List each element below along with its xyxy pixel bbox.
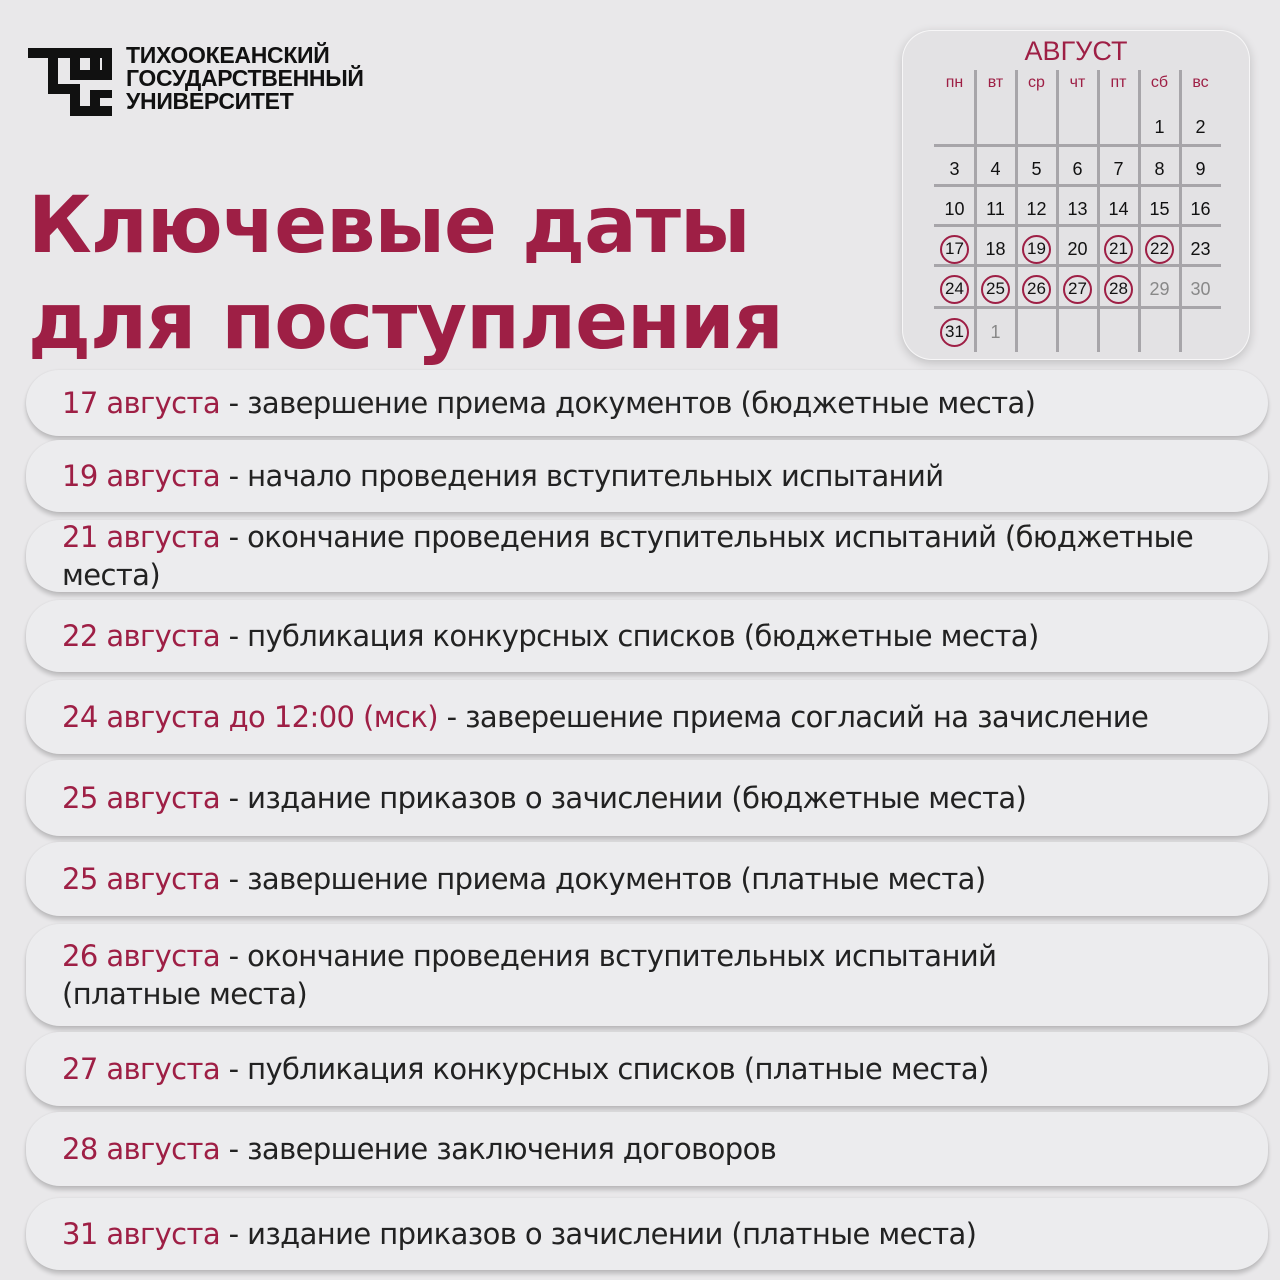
highlighted-day: 25 [981,275,1010,304]
calendar-day [1098,230,1139,268]
calendar-day [1098,150,1139,188]
event-date: 28 августа [62,1132,220,1166]
calendar-month: АВГУСТ [1024,36,1128,66]
day-number: 23 [1190,238,1211,259]
event-description: - публикация конкурсных списков (платные места) [220,1052,989,1086]
highlighted-day: 21 [1104,235,1133,264]
university-emblem-icon [28,44,112,116]
day-number: 9 [1195,158,1206,179]
day-number: 5 [1031,158,1042,179]
event-date: 25 августа [62,862,220,896]
calendar-day [1016,150,1057,188]
day-number: 1 [990,321,1001,342]
event-description: - завершение приема документов (бюджетные места) [220,386,1036,420]
event-description: - публикация конкурсных списков (бюджетные места) [220,619,1039,653]
day-number: 20 [1067,238,1088,259]
calendar-day [1057,230,1098,268]
calendar-day [1016,190,1057,228]
calendar-day [1098,270,1139,308]
event-date: 19 августа [62,459,220,493]
event-description: - заверешение приема согласий на зачисление [437,700,1149,734]
page-title-line2: для поступления [28,277,783,367]
day-number: 12 [1026,198,1047,219]
calendar-weekday: пт [1110,74,1127,91]
key-date-row [26,680,1268,754]
event-date: 24 августа до 12:00 (мск) [62,700,438,734]
highlighted-day: 28 [1104,275,1133,304]
event-date: 22 августа [62,619,220,653]
calendar-day [1180,108,1221,146]
calendar-day [1057,190,1098,228]
event-date: 21 августа [62,520,220,554]
calendar-day [975,312,1016,352]
calendar-day [975,190,1016,228]
day-number: 10 [944,198,965,219]
day-number: 13 [1067,198,1088,219]
calendar-day [1180,190,1221,228]
calendar-day [1139,150,1180,188]
highlighted-day: 24 [940,275,969,304]
university-name-line3: УНИВЕРСИТЕТ [126,88,294,114]
day-number: 30 [1190,278,1211,299]
event-date: 25 августа [62,781,220,815]
event-description: - завершение приема документов (платные места) [220,862,986,896]
event-date: 26 августа [62,939,220,973]
calendar-day [1180,230,1221,268]
calendar-day [1016,270,1057,308]
calendar-day [934,270,975,308]
calendar-day [1139,190,1180,228]
day-number: 11 [986,198,1005,219]
key-date-row [26,924,1268,1026]
key-date-row [26,1112,1268,1186]
calendar-day [1180,270,1221,308]
day-number: 18 [985,238,1006,259]
key-date-row [26,370,1268,436]
day-number: 3 [949,158,960,179]
day-number: 4 [990,158,1001,179]
event-date: 27 августа [62,1052,220,1086]
calendar-day [1139,108,1180,146]
event-description-continued: (платные места) [62,977,308,1011]
key-date-row [26,440,1268,512]
event-description: - окончание проведения вступительных испытаний (бюджетные места) [62,520,1202,592]
calendar-weekday: вс [1192,74,1209,91]
calendar-day [1139,270,1180,308]
page-title [28,178,783,370]
event-description: - издание приказов о зачислении (бюджетные места) [220,781,1027,815]
calendar-day [934,312,975,352]
day-number: 14 [1108,198,1129,219]
calendar-day [975,270,1016,308]
calendar-weekday: пн [945,74,964,91]
calendar-weekday: ср [1028,74,1045,91]
highlighted-day: 19 [1022,235,1051,264]
day-number: 1 [1154,116,1165,137]
calendar-day [1139,230,1180,268]
day-number: 29 [1149,278,1170,299]
calendar-day [1098,190,1139,228]
calendar-day [975,150,1016,188]
highlighted-day: 17 [940,235,969,264]
highlighted-day: 26 [1022,275,1051,304]
event-description: - издание приказов о зачислении (платные места) [220,1217,977,1251]
event-description: - завершение заключения договоров [220,1132,777,1166]
page-title-line1: Ключевые даты [28,181,750,271]
key-date-row [26,520,1268,592]
calendar-weekday: чт [1069,74,1086,91]
event-date: 31 августа [62,1217,220,1251]
day-number: 16 [1190,198,1211,219]
university-logo [28,44,364,116]
calendar-day [1180,150,1221,188]
highlighted-day: 31 [940,318,969,347]
calendar-day [934,230,975,268]
calendar-day [934,150,975,188]
calendar-weekday: вт [987,74,1004,91]
day-number: 8 [1154,158,1165,179]
calendar-day [975,230,1016,268]
university-name-line1: ТИХООКЕАНСКИЙ [126,42,330,68]
highlighted-day: 22 [1145,235,1174,264]
calendar-day [1057,150,1098,188]
calendar-weekday: сб [1150,74,1169,91]
day-number: 7 [1113,158,1124,179]
key-date-row [26,760,1268,836]
key-date-row [26,1198,1268,1270]
key-date-row [26,1032,1268,1106]
calendar-day [1057,270,1098,308]
university-name [126,44,364,113]
calendar-day [934,190,975,228]
day-number: 6 [1072,158,1083,179]
key-date-row [26,842,1268,916]
key-date-row [26,600,1268,672]
august-calendar [902,30,1250,360]
day-number: 15 [1149,198,1170,219]
event-date: 17 августа [62,386,220,420]
highlighted-day: 27 [1063,275,1092,304]
event-description: - начало проведения вступительных испытаний [220,459,944,493]
day-number: 2 [1195,116,1206,137]
calendar-day [1016,230,1057,268]
university-name-line2: ГОСУДАРСТВЕННЫЙ [126,65,364,91]
event-description: - окончание проведения вступительных испытаний [220,939,997,973]
